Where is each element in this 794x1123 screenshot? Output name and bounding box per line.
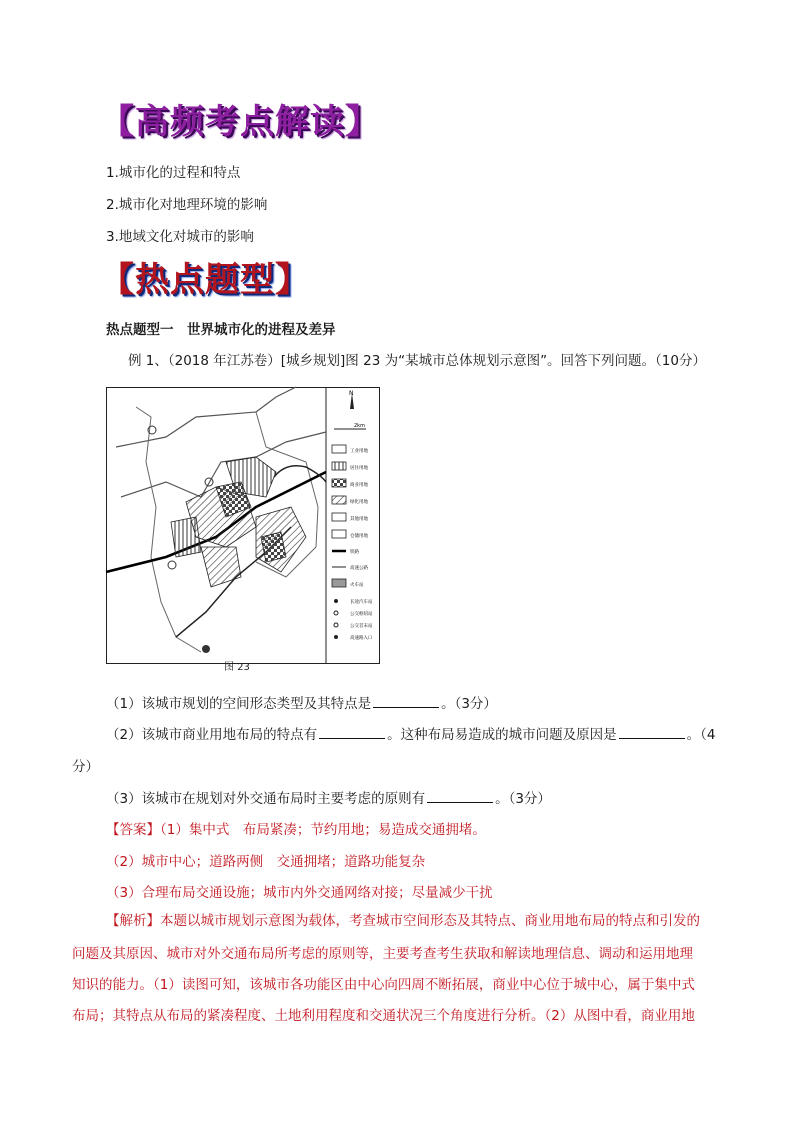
banner-title: 【热点题型】 <box>100 260 310 300</box>
analysis-tag: 【解析】 <box>106 913 160 929</box>
question-2-cont: 分） <box>72 759 99 775</box>
answer-line-1 <box>106 820 486 840</box>
legend-label: 商业用地 <box>350 483 368 488</box>
legend-label: 仓储用地 <box>350 534 368 539</box>
answer-line-2: （2）城市中心；道路两侧 交通拥堵；道路功能复杂 <box>106 854 426 870</box>
analysis-line: 布局；其特点从布局的紧凑程度、土地利用程度和交通状况三个角度进行分析。（2）从图中看，商业用地 <box>72 1008 695 1024</box>
analysis-block <box>106 905 716 937</box>
question-text: （1）该城市规划的空间形态类型及其特点是 <box>106 696 372 712</box>
question-text: （3）该城市在规划对外交通布局时主要考虑的原则有 <box>106 791 426 807</box>
legend-label: 公交首末站 <box>350 624 373 629</box>
banner-title: 【高频考点解读】 <box>100 102 380 142</box>
answer-blank <box>619 725 685 739</box>
answer-blank <box>373 694 439 708</box>
point-item: 1.城市化的过程和特点 <box>106 165 241 181</box>
legend-label: 工业用地 <box>350 449 368 454</box>
city-plan-map <box>106 387 380 673</box>
analysis-line: 知识的能力。（1）读图可知，该城市各功能区由中心向四周不断拓展，商业中心位于城中心，属于集中式 <box>72 977 695 993</box>
analysis-text: 本题以城市规划示意图为载体，考查城市空间形态及其特点、商业用地布局的特点和引发的 <box>160 913 700 929</box>
question-text: 。这种布局易造成的城市问题及原因是 <box>387 727 617 743</box>
answer-text: （1）集中式 布局紧凑；节约用地；易造成交通拥堵。 <box>160 822 486 838</box>
question-text: （2）该城市商业用地布局的特点有 <box>106 727 318 743</box>
question-2 <box>106 725 715 745</box>
scale-label: 2km <box>354 423 365 429</box>
legend-label: 高速路入口 <box>350 636 373 641</box>
point-item: 2.城市化对地理环境的影响 <box>106 197 268 213</box>
section-title: 热点题型一 世界城市化的进程及差异 <box>106 322 336 338</box>
figure-caption: 图 23 <box>224 662 250 673</box>
point-item: 3.地域文化对城市的影响 <box>106 229 254 245</box>
legend-label: 长途汽车站 <box>350 600 373 605</box>
legend-label: 铁路 <box>350 550 359 555</box>
legend-label: 居住用地 <box>350 466 368 471</box>
analysis-line <box>106 905 716 937</box>
question-3 <box>106 789 551 809</box>
question-score: 。（3分） <box>495 791 551 807</box>
question-score: 。（4 <box>686 727 716 743</box>
north-label: N <box>349 390 354 397</box>
legend-label: 绿化用地 <box>350 500 368 505</box>
question-1 <box>106 694 497 714</box>
legend-label: 高速公路 <box>350 566 368 571</box>
legend-label: 其他用地 <box>350 517 368 522</box>
analysis-line: 问题及其原因、城市对外交通布局所考虑的原则等，主要考查考生获取和解读地理信息、调动和运用地理 <box>72 946 693 962</box>
answer-line-3: （3）合理布局交通设施；城市内外交通网络对接；尽量减少干扰 <box>106 885 493 901</box>
legend-label: 公交枢纽站 <box>350 612 373 617</box>
answer-blank <box>427 789 493 803</box>
answer-tag: 【答案】 <box>106 822 160 838</box>
legend-label: 火车站 <box>350 583 364 588</box>
example-question: 例 1、（2018 年江苏卷）[城乡规划]图 23 为“某城市总体规划示意图”。回答下列问题。（10分） <box>128 353 706 369</box>
question-score: 。（3分） <box>441 696 497 712</box>
city-plan-figure <box>106 387 380 673</box>
answer-blank <box>319 725 385 739</box>
